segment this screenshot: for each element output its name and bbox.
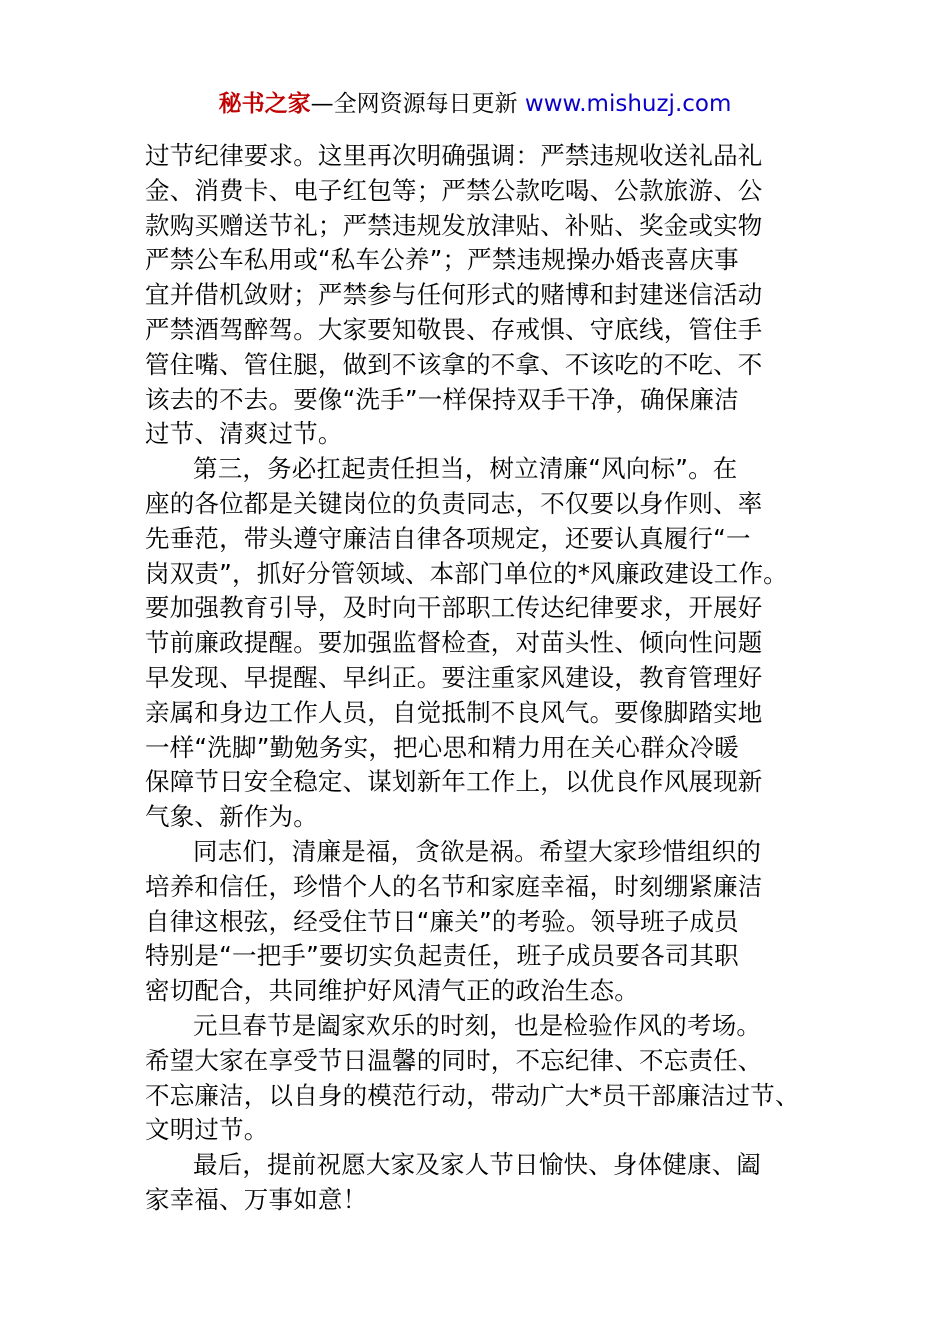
text-line: 特别是“一把手”要切实负起责任，班子成员要各司其职 (145, 941, 739, 971)
site-url-link[interactable]: www.mishuzj.com (524, 91, 732, 117)
brand-name: 秘书之家 (218, 91, 311, 117)
text-line: 座的各位都是关键岗位的负责同志，不仅要以身作则、率 (145, 488, 763, 518)
text-line: 不忘廉洁，以自身的模范行动，带动广大*员干部廉洁过节、 (145, 1080, 800, 1110)
text-line: 文明过节。 (145, 1115, 269, 1145)
document-body (145, 139, 815, 1218)
text-line: 保障节日安全稳定、谋划新年工作上，以优良作风展现新 (145, 767, 763, 797)
text-line: 自律这根弦，经受住节日“廉关”的考验。领导班子成员 (145, 906, 739, 936)
text-line: 密切配合，共同维护好风清气正的政治生态。 (145, 976, 639, 1006)
text-line: 严禁酒驾醉驾。大家要知敬畏、存戒惧、守底线，管住手 (145, 314, 763, 344)
text-line: 先垂范，带头遵守廉洁自律各项规定，还要认真履行“一 (145, 523, 751, 553)
text-line: 该去的不去。要像“洗手”一样保持双手干净，确保廉洁 (145, 384, 739, 414)
text-line: 款购买赠送节礼；严禁违规发放津贴、补贴、奖金或实物 (145, 210, 763, 240)
paragraph-first-line: 元旦春节是阖家欢乐的时刻，也是检验作风的考场。 (193, 1010, 762, 1040)
text-line: 金、消费卡、电子红包等；严禁公款吃喝、公款旅游、公 (145, 175, 763, 205)
text-line: 早发现、早提醒、早纠正。要注重家风建设，教育管理好 (145, 662, 763, 692)
text-line: 过节纪律要求。这里再次明确强调：严禁违规收送礼品礼 (145, 141, 763, 170)
text-line: 管住嘴、管住腿，做到不该拿的不拿、不该吃的不吃、不 (145, 349, 763, 379)
text-line: 岗双责”，抓好分管领域、本部门单位的*风廉政建设工作。 (145, 558, 788, 588)
text-line: 培养和信任，珍惜个人的名节和家庭幸福，时刻绷紧廉洁 (145, 871, 763, 901)
text-line: 希望大家在享受节日温馨的同时，不忘纪律、不忘责任、 (145, 1045, 763, 1075)
paragraph-first-line: 第三，务必扛起责任担当，树立清廉“风向标”。在 (193, 454, 738, 484)
text-line: 一样“洗脚”勤勉务实，把心思和精力用在关心群众冷暖 (145, 732, 739, 762)
paragraph-first-line: 最后，提前祝愿大家及家人节日愉快、身体健康、阖 (193, 1150, 762, 1180)
paragraph-first-line: 同志们，清廉是福，贪欲是祸。希望大家珍惜组织的 (193, 836, 762, 866)
page-header (0, 88, 950, 120)
header-tagline: —全网资源每日更新 (310, 91, 525, 117)
text-line: 要加强教育引导，及时向干部职工传达纪律要求，开展好 (145, 593, 763, 623)
text-line: 家幸福、万事如意！ (145, 1184, 368, 1214)
text-line: 节前廉政提醒。要加强监督检查，对苗头性、倾向性问题 (145, 628, 763, 658)
text-line: 严禁公车私用或“私车公养”；严禁违规操办婚丧喜庆事 (145, 245, 739, 275)
text-line: 宜并借机敛财；严禁参与任何形式的赌博和封建迷信活动 (145, 280, 763, 310)
text-line: 亲属和身边工作人员，自觉抵制不良风气。要像脚踏实地 (145, 697, 763, 727)
text-line: 气象、新作为。 (145, 802, 318, 832)
text-line: 过节、清爽过节。 (145, 419, 343, 449)
